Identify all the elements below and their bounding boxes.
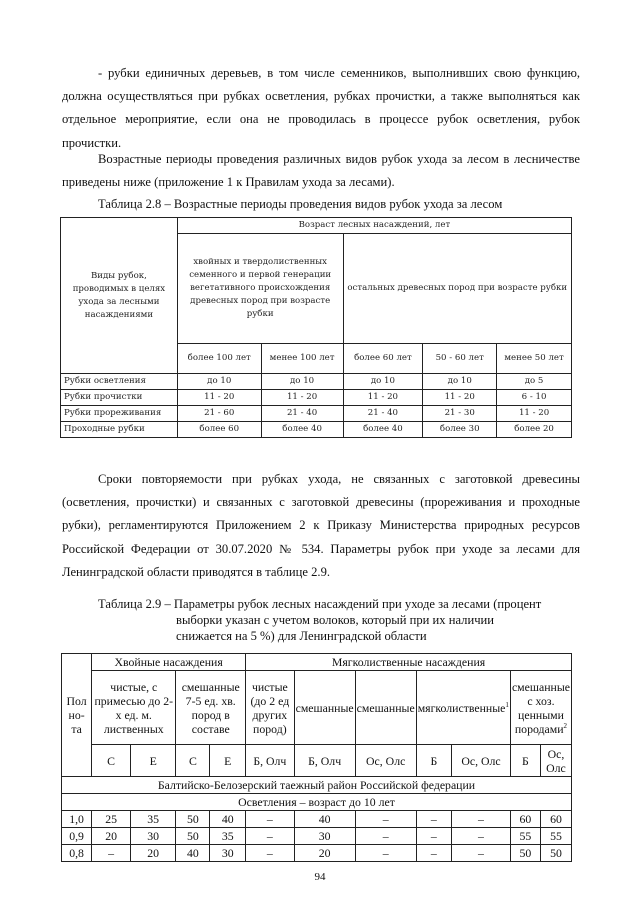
table-cell: 6 - 10 — [497, 390, 572, 406]
paragraph-1: - рубки единичных деревьев, в том числе семенников, выполнивших свою функцию, должна осуществляться при рубках осветления, рубках прочистки, а также выполняться как отдельное мероприятие, если она не проводилась в процессе рубок осветления, рубок прочистки. — [62, 66, 580, 150]
species-cell: Б — [416, 745, 451, 777]
table-cell: до 5 — [497, 374, 572, 390]
header-conifer: Хвойные насаждения — [92, 654, 246, 671]
header-softwood: Мягколиственные насаждения — [246, 654, 572, 671]
table-cell: 55 — [510, 828, 540, 845]
paragraph-3: Сроки повторяемости при рубках ухода, не связанных с заготовкой древесины (осветления, прочистки) и связанных с заготовкой древесины (прореживания и проходные рубки), регламентируются Приложением 2 к Приказу Министерства природных ресурсов Российской Федерации от 30.07.2020 № 534. Параметры рубок при уходе за лесами для Ленинградской области приводятся в таблице 2.9. — [62, 472, 580, 579]
header-mixed-soft: смешанные — [294, 671, 355, 745]
table-cell: – — [416, 811, 451, 828]
subheader-cell: более 60 лет — [343, 344, 423, 374]
table-cell: 30 — [210, 845, 246, 862]
table-cell: более 20 — [497, 422, 572, 438]
row-label: Рубки прочистки — [61, 390, 178, 406]
poln-cell: 1,0 — [62, 811, 92, 828]
header-age: Возраст лесных насаждений, лет — [177, 218, 571, 234]
table-cell: 11 - 20 — [343, 390, 423, 406]
region-row: Балтийско-Белозерский таежный район Российской федерации — [62, 777, 572, 794]
table-cell: – — [416, 828, 451, 845]
species-cell: Б — [510, 745, 540, 777]
table-2-9-caption-line-1: Таблица 2.9 – Параметры рубок лесных насаждений при уходе за лесами (процент — [98, 597, 542, 611]
species-cell: С — [92, 745, 131, 777]
paragraph-2: Возрастные периоды проведения различных видов рубок ухода за лесом в лесничестве приведены ниже (приложение 1 к Правилам ухода за лесами). — [62, 152, 580, 190]
table-cell: 40 — [294, 811, 355, 828]
row-label: Рубки осветления — [61, 374, 178, 390]
subheader-cell: 50 - 60 лет — [423, 344, 497, 374]
table-row — [61, 406, 572, 422]
table-cell: 50 — [540, 845, 571, 862]
species-cell: Е — [210, 745, 246, 777]
table-cell: до 10 — [343, 374, 423, 390]
header-poln: Пол но- та — [62, 654, 92, 777]
species-cell: Ос, Олс — [540, 745, 571, 777]
table-cell: более 60 — [177, 422, 261, 438]
header-pure-conifer: чистые, с примесью до 2-х ед. м. лиственных — [92, 671, 176, 745]
table-cell: 40 — [176, 845, 210, 862]
table-cell: более 40 — [261, 422, 343, 438]
table-cell: – — [452, 828, 511, 845]
header-mixed-soft-2: смешанные — [355, 671, 416, 745]
table-cell: 25 — [92, 811, 131, 828]
table-cell: 11 - 20 — [261, 390, 343, 406]
header-valuable-mixed — [510, 671, 571, 745]
table-cell: – — [246, 828, 294, 845]
row-label: Рубки прореживания — [61, 406, 178, 422]
species-cell: Е — [131, 745, 176, 777]
table-cell: более 30 — [423, 422, 497, 438]
header-mixed-conifer: смешанные 7-5 ед. хв. пород в составе — [176, 671, 246, 745]
table-cell: – — [452, 845, 511, 862]
table-2-8 — [60, 217, 572, 438]
table-cell: – — [246, 845, 294, 862]
table-cell: 30 — [294, 828, 355, 845]
subheader-cell: более 100 лет — [177, 344, 261, 374]
page-number: 94 — [314, 871, 326, 883]
table-cell: 50 — [510, 845, 540, 862]
header-pure-soft: чистые (до 2 ед других пород) — [246, 671, 294, 745]
table-cell: 35 — [210, 828, 246, 845]
table-cell: 30 — [131, 828, 176, 845]
table-row — [62, 828, 572, 845]
poln-cell: 0,9 — [62, 828, 92, 845]
species-cell: Б, Олч — [246, 745, 294, 777]
table-cell: 60 — [510, 811, 540, 828]
table-cell: 20 — [294, 845, 355, 862]
poln-cell: 0,8 — [62, 845, 92, 862]
subheader-cell: менее 100 лет — [261, 344, 343, 374]
table-row — [61, 422, 572, 438]
table-2-9-caption-line-2: выборки указан с учетом волоков, который при их наличии — [176, 613, 495, 627]
table-cell: 50 — [176, 811, 210, 828]
species-cell: Ос, Олс — [355, 745, 416, 777]
table-cell: – — [355, 828, 416, 845]
footnote-mark-2: 2 — [563, 721, 568, 730]
table-cell: – — [246, 811, 294, 828]
table-cell: 20 — [92, 828, 131, 845]
table-cell: до 10 — [177, 374, 261, 390]
table-2-8-caption: Таблица 2.8 – Возрастные периоды проведения видов рубок ухода за лесом — [98, 197, 503, 211]
table-cell: 60 — [540, 811, 571, 828]
table-cell: более 40 — [343, 422, 423, 438]
header-group-other: остальных древесных пород при возрасте рубки — [343, 234, 571, 344]
table-row — [62, 845, 572, 862]
table-cell: – — [416, 845, 451, 862]
table-cell: 20 — [131, 845, 176, 862]
section-row: Осветления – возраст до 10 лет — [62, 794, 572, 811]
table-cell: до 10 — [423, 374, 497, 390]
header-softwood-group — [416, 671, 510, 745]
table-cell: 21 - 40 — [261, 406, 343, 422]
species-cell: С — [176, 745, 210, 777]
header-group-conifer: хвойных и твердолиственных семенного и первой генерации вегетативного происхождения древесных пород при возрасте рубки — [177, 234, 343, 344]
table-2-9-caption-line-3: снижается на 5 %) для Ленинградской области — [176, 629, 427, 643]
table-cell: 21 - 40 — [343, 406, 423, 422]
table-cell: 35 — [131, 811, 176, 828]
table-row — [61, 390, 572, 406]
table-cell: 50 — [176, 828, 210, 845]
header-softwood-label: мягколиственные — [417, 700, 506, 715]
table-cell: – — [92, 845, 131, 862]
table-cell: 11 - 20 — [423, 390, 497, 406]
table-cell: – — [452, 811, 511, 828]
table-row — [62, 811, 572, 828]
header-valuable-label: смешанные с хоз. ценными породами — [511, 679, 570, 736]
header-cut-kind: Виды рубок, проводимых в целях ухода за лесными насаждениями — [61, 218, 178, 374]
table-cell: до 10 — [261, 374, 343, 390]
table-row — [61, 374, 572, 390]
table-cell: 55 — [540, 828, 571, 845]
table-cell: 21 - 30 — [423, 406, 497, 422]
footnote-mark-1: 1 — [505, 700, 509, 709]
species-cell: Б, Олч — [294, 745, 355, 777]
table-cell: – — [355, 845, 416, 862]
table-2-9 — [61, 653, 572, 862]
table-cell: – — [355, 811, 416, 828]
table-cell: 11 - 20 — [177, 390, 261, 406]
table-cell: 21 - 60 — [177, 406, 261, 422]
table-cell: 11 - 20 — [497, 406, 572, 422]
table-cell: 40 — [210, 811, 246, 828]
subheader-cell: менее 50 лет — [497, 344, 572, 374]
row-label: Проходные рубки — [61, 422, 178, 438]
species-cell: Ос, Олс — [452, 745, 511, 777]
